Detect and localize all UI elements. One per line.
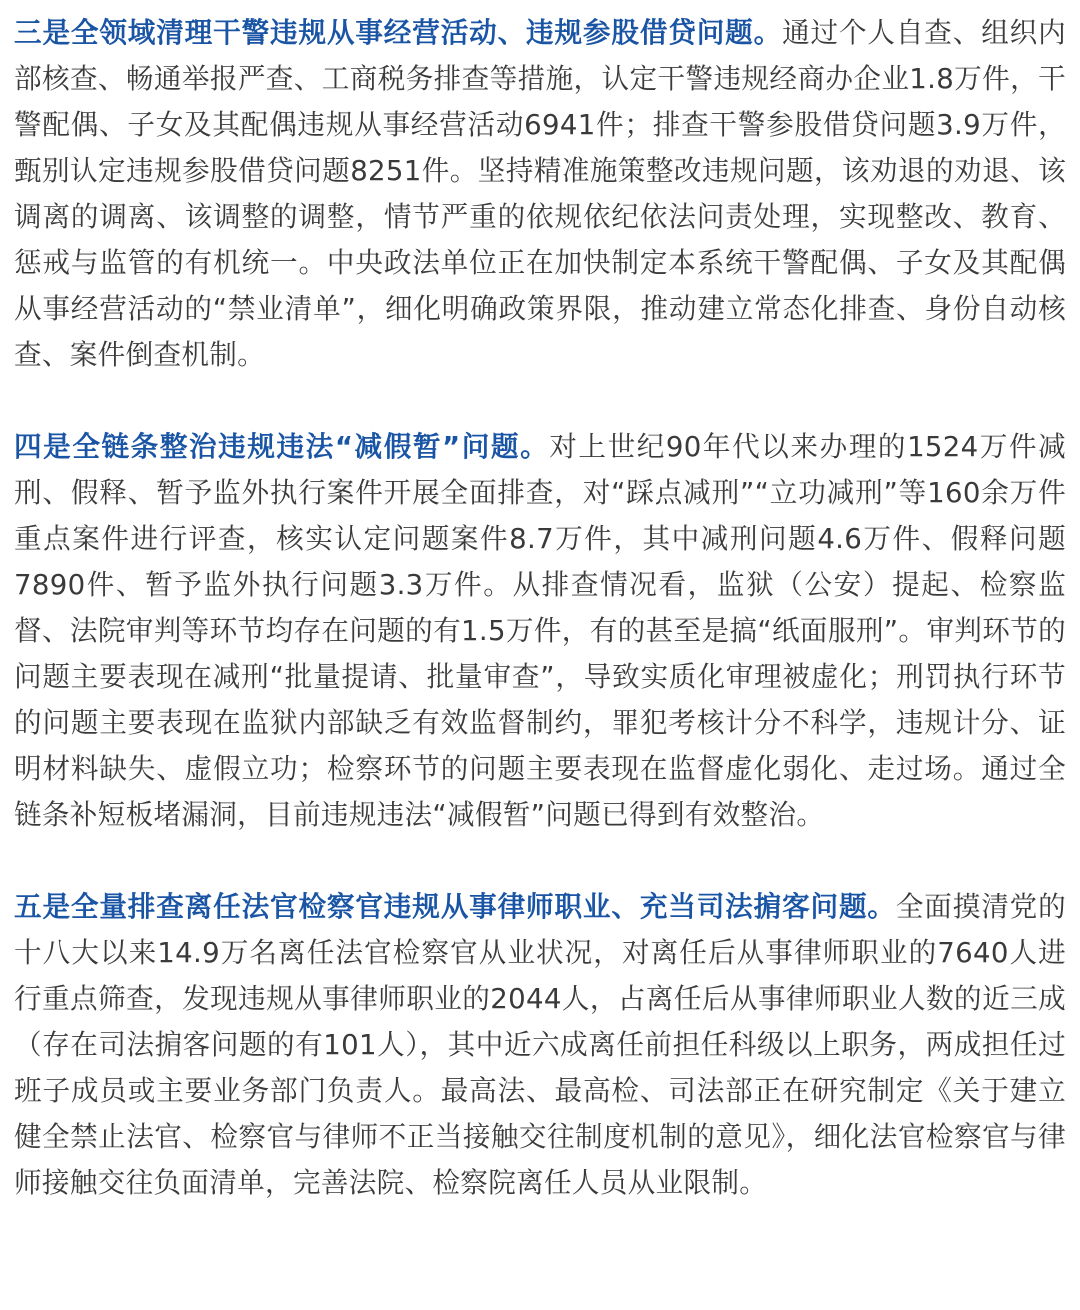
- paragraph-three: [14, 10, 1066, 378]
- paragraph-four-lead: 四是全链条整治违规违法“减假暂”问题。: [14, 430, 550, 463]
- paragraph-three-body: 通过个人自查、组织内部核查、畅通举报严查、工商税务排查等措施，认定干警违规经商办企业1.8万件，干警配偶、子女及其配偶违规从事经营活动6941件；排查干警参股借贷问题3.9万件，甄别认定违规参股借贷问题8251件。坚持精准施策整改违规问题，该劝退的劝退、该调离的调离、该调整的调整，情节严重的依规依纪依法问责处理，实现整改、教育、惩戒与监管的有机统一。中央政法单位正在加快制定本系统干警配偶、子女及其配偶从事经营活动的“禁业清单”，细化明确政策界限，推动建立常态化排查、身份自动核查、案件倒查机制。: [14, 16, 1066, 371]
- paragraph-five-body: 全面摸清党的十八大以来14.9万名离任法官检察官从业状况，对离任后从事律师职业的7640人进行重点筛查，发现违规从事律师职业的2044人，占离任后从事律师职业人数的近三成（存在司法掮客问题的有101人），其中近六成离任前担任科级以上职务，两成担任过班子成员或主要业务部门负责人。最高法、最高检、司法部正在研究制定《关于建立健全禁止法官、检察官与律师不正当接触交往制度机制的意见》，细化法官检察官与律师接触交往负面清单，完善法院、检察院离任人员从业限制。: [14, 890, 1066, 1199]
- paragraph-four-body: 对上世纪90年代以来办理的1524万件减刑、假释、暂予监外执行案件开展全面排查，对“踩点减刑”“立功减刑”等160余万件重点案件进行评查，核实认定问题案件8.7万件，其中减刑问题4.6万件、假释问题7890件、暂予监外执行问题3.3万件。从排查情况看，监狱（公安）提起、检察监督、法院审判等环节均存在问题的有1.5万件，有的甚至是搞“纸面服刑”。审判环节的问题主要表现在减刑“批量提请、批量审查”，导致实质化审理被虚化；刑罚执行环节的问题主要表现在监狱内部缺乏有效监督制约，罪犯考核计分不科学，违规计分、证明材料缺失、虚假立功；检察环节的问题主要表现在监督虚化弱化、走过场。通过全链条补短板堵漏洞，目前违规违法“减假暂”问题已得到有效整治。: [14, 430, 1066, 831]
- paragraph-four: [14, 424, 1066, 838]
- paragraph-five: [14, 884, 1066, 1206]
- paragraph-three-lead: 三是全领域清理干警违规从事经营活动、违规参股借贷问题。: [14, 16, 783, 49]
- paragraph-five-lead: 五是全量排查离任法官检察官违规从事律师职业、充当司法掮客问题。: [14, 890, 896, 923]
